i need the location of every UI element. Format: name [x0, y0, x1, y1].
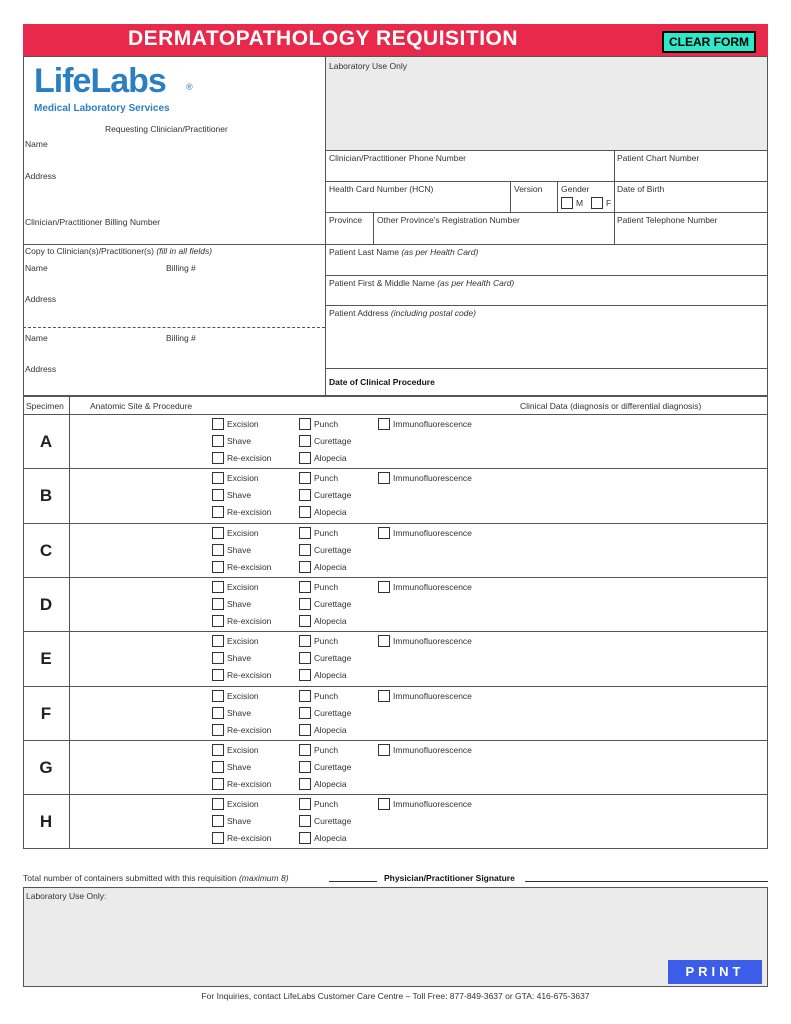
alopecia-checkbox[interactable] — [299, 669, 311, 681]
reexcision-label: Re-excision — [227, 615, 272, 626]
punch-checkbox[interactable] — [299, 527, 311, 539]
shave-checkbox[interactable] — [212, 489, 224, 501]
form-title: DERMATOPATHOLOGY REQUISITION — [127, 27, 519, 50]
punch-checkbox[interactable] — [299, 744, 311, 756]
shave-label: Shave — [227, 816, 252, 827]
immuno-label: Immunofluorescence — [393, 527, 472, 538]
immuno-label: Immunofluorescence — [393, 636, 472, 647]
curettage-checkbox[interactable] — [299, 707, 311, 719]
patient-last-name-label: Patient Last Name (as per Health Card) — [329, 247, 479, 257]
shave-label: Shave — [227, 598, 252, 609]
shave-label: Shave — [227, 707, 252, 718]
punch-label: Punch — [314, 473, 339, 484]
registered-mark-icon: ® — [186, 82, 193, 92]
date-procedure-label: Date of Clinical Procedure — [329, 377, 435, 387]
punch-checkbox[interactable] — [299, 581, 311, 593]
clear-form-button[interactable]: CLEAR FORM — [662, 31, 756, 53]
immuno-label: Immunofluorescence — [393, 581, 472, 592]
chart-number-label: Patient Chart Number — [617, 153, 700, 163]
shave-label: Shave — [227, 490, 252, 501]
immuno-checkbox[interactable] — [378, 418, 390, 430]
lab-use-only-label: Laboratory Use Only: — [26, 891, 107, 901]
col-clinical-header: Clinical Data (diagnosis or differential diagnosis) — [520, 401, 702, 411]
reexcision-checkbox[interactable] — [212, 778, 224, 790]
curettage-label: Curettage — [314, 436, 352, 446]
specimen-letter: C — [39, 540, 53, 560]
punch-label: Punch — [314, 799, 339, 810]
immuno-checkbox[interactable] — [378, 472, 390, 484]
gender-label: Gender — [561, 184, 590, 194]
hcn-label: Health Card Number (HCN) — [329, 184, 434, 194]
curettage-label: Curettage — [314, 598, 352, 609]
punch-checkbox[interactable] — [299, 472, 311, 484]
reexcision-label: Re-excision — [227, 507, 272, 518]
alopecia-checkbox[interactable] — [299, 506, 311, 518]
patient-address-label: Patient Address (including postal code) — [329, 308, 476, 318]
lab-use-only-box — [23, 887, 768, 987]
reexcision-label: Re-excision — [227, 778, 272, 789]
immuno-checkbox[interactable] — [378, 527, 390, 539]
alopecia-label: Alopecia — [314, 453, 347, 463]
shave-checkbox[interactable] — [212, 598, 224, 610]
phone-label: Clinician/Practitioner Phone Number — [329, 153, 467, 163]
shave-label: Shave — [227, 436, 252, 446]
excision-checkbox[interactable] — [212, 635, 224, 647]
curettage-label: Curettage — [314, 490, 352, 501]
excision-checkbox[interactable] — [212, 527, 224, 539]
copy2-billing-label: Billing # — [166, 333, 196, 343]
clinician-name-label: Name — [25, 139, 48, 149]
lifelabs-logo: LifeLabs — [34, 62, 166, 100]
excision-checkbox[interactable] — [212, 798, 224, 810]
alopecia-label: Alopecia — [314, 507, 347, 518]
shave-checkbox[interactable] — [212, 435, 224, 447]
excision-checkbox[interactable] — [212, 690, 224, 702]
copy2-address-label: Address — [25, 364, 57, 374]
excision-label: Excision — [227, 581, 259, 592]
specimen-letter: D — [39, 594, 53, 614]
punch-label: Punch — [314, 419, 339, 429]
clinician-address-label: Address — [25, 171, 57, 181]
alopecia-checkbox[interactable] — [299, 452, 311, 464]
copy2-name-label: Name — [25, 333, 48, 343]
reexcision-label: Re-excision — [227, 724, 272, 735]
immuno-checkbox[interactable] — [378, 581, 390, 593]
shave-checkbox[interactable] — [212, 544, 224, 556]
specimen-letter: E — [40, 649, 52, 669]
province-label: Province — [329, 215, 363, 225]
immuno-label: Immunofluorescence — [393, 473, 472, 484]
excision-checkbox[interactable] — [212, 472, 224, 484]
alopecia-checkbox[interactable] — [299, 561, 311, 573]
excision-checkbox[interactable] — [212, 581, 224, 593]
shave-label: Shave — [227, 544, 252, 555]
billing-number-label: Clinician/Practitioner Billing Number — [25, 217, 161, 227]
gender-m-checkbox[interactable] — [561, 197, 573, 209]
shave-checkbox[interactable] — [212, 707, 224, 719]
curettage-label: Curettage — [314, 816, 352, 827]
curettage-label: Curettage — [314, 707, 352, 718]
alopecia-label: Alopecia — [314, 778, 347, 789]
print-button[interactable]: PRINT — [668, 960, 762, 984]
excision-label: Excision — [227, 527, 259, 538]
curettage-checkbox[interactable] — [299, 761, 311, 773]
excision-label: Excision — [227, 636, 259, 647]
excision-label: Excision — [227, 473, 259, 484]
excision-label: Excision — [227, 799, 259, 810]
shave-label: Shave — [227, 761, 252, 772]
specimen-letter: A — [39, 432, 53, 451]
gender-f-checkbox[interactable] — [591, 197, 603, 209]
alopecia-label: Alopecia — [314, 724, 347, 735]
shave-label: Shave — [227, 653, 252, 664]
shave-checkbox[interactable] — [212, 815, 224, 827]
immuno-label: Immunofluorescence — [393, 419, 472, 429]
reexcision-checkbox[interactable] — [212, 832, 224, 844]
punch-label: Punch — [314, 744, 339, 755]
reexcision-checkbox[interactable] — [212, 506, 224, 518]
curettage-checkbox[interactable] — [299, 598, 311, 610]
copy1-billing-label: Billing # — [166, 263, 196, 273]
reexcision-checkbox[interactable] — [212, 561, 224, 573]
specimen-letter: H — [39, 812, 53, 832]
alopecia-label: Alopecia — [314, 561, 347, 572]
curettage-checkbox[interactable] — [299, 815, 311, 827]
patient-first-name-label: Patient First & Middle Name (as per Health Card) — [329, 278, 515, 288]
alopecia-checkbox[interactable] — [299, 615, 311, 627]
gender-f-label: F — [606, 198, 612, 208]
alopecia-label: Alopecia — [314, 833, 347, 844]
curettage-checkbox[interactable] — [299, 435, 311, 447]
alopecia-checkbox[interactable] — [299, 832, 311, 844]
immuno-checkbox[interactable] — [378, 798, 390, 810]
curettage-label: Curettage — [314, 761, 352, 772]
dob-label: Date of Birth — [617, 184, 665, 194]
specimen-letter: B — [39, 486, 53, 506]
reexcision-checkbox[interactable] — [212, 452, 224, 464]
reexcision-checkbox[interactable] — [212, 615, 224, 627]
col-specimen-header: Specimen — [26, 401, 64, 411]
reexcision-label: Re-excision — [227, 453, 272, 463]
excision-label: Excision — [227, 744, 259, 755]
reexcision-checkbox[interactable] — [212, 669, 224, 681]
other-registration-label: Other Province's Registration Number — [377, 215, 520, 225]
punch-checkbox[interactable] — [299, 690, 311, 702]
copy-divider — [23, 327, 325, 328]
total-containers-field[interactable] — [329, 881, 377, 882]
punch-checkbox[interactable] — [299, 798, 311, 810]
inquiries-text: For Inquiries, contact LifeLabs Customer Care Centre – Toll Free: 877-849-3637 or GTA: 416-675-3637 — [201, 991, 590, 1001]
immuno-checkbox[interactable] — [378, 744, 390, 756]
curettage-checkbox[interactable] — [299, 652, 311, 664]
immuno-label: Immunofluorescence — [393, 744, 472, 755]
punch-label: Punch — [314, 690, 339, 701]
logo-tagline: Medical Laboratory Services — [34, 103, 170, 114]
curettage-label: Curettage — [314, 544, 352, 555]
col-site-header: Anatomic Site & Procedure — [90, 401, 193, 411]
copy1-address-label: Address — [25, 294, 57, 304]
punch-checkbox[interactable] — [299, 418, 311, 430]
punch-label: Punch — [314, 527, 339, 538]
immuno-checkbox[interactable] — [378, 635, 390, 647]
immuno-checkbox[interactable] — [378, 690, 390, 702]
reexcision-label: Re-excision — [227, 833, 272, 844]
specimen-letter: G — [39, 757, 53, 777]
excision-label: Excision — [227, 419, 259, 429]
signature-field[interactable] — [525, 881, 768, 882]
alopecia-checkbox[interactable] — [299, 778, 311, 790]
excision-checkbox[interactable] — [212, 418, 224, 430]
specimen-letter: F — [40, 703, 52, 723]
immuno-label: Immunofluorescence — [393, 799, 472, 810]
reexcision-checkbox[interactable] — [212, 724, 224, 736]
punch-checkbox[interactable] — [299, 635, 311, 647]
alopecia-label: Alopecia — [314, 615, 347, 626]
curettage-checkbox[interactable] — [299, 544, 311, 556]
total-containers-label: Total number of containers submitted with this requisition (maximum 8) — [23, 873, 289, 883]
excision-label: Excision — [227, 690, 259, 701]
gender-m-label: M — [576, 198, 584, 208]
immuno-label: Immunofluorescence — [393, 690, 472, 701]
shave-checkbox[interactable] — [212, 652, 224, 664]
copy-to-label: Copy to Clinician(s)/Practitioner(s) (fill in all fields) — [25, 246, 213, 256]
lab-use-label: Laboratory Use Only — [329, 61, 407, 71]
shave-checkbox[interactable] — [212, 761, 224, 773]
copy1-name-label: Name — [25, 263, 48, 273]
alopecia-label: Alopecia — [314, 670, 347, 681]
punch-label: Punch — [314, 636, 339, 647]
reexcision-label: Re-excision — [227, 670, 272, 681]
requesting-clinician-label: Requesting Clinician/Practitioner — [105, 124, 228, 134]
specimen-table — [23, 396, 768, 849]
excision-checkbox[interactable] — [212, 744, 224, 756]
punch-label: Punch — [314, 581, 339, 592]
alopecia-checkbox[interactable] — [299, 724, 311, 736]
curettage-label: Curettage — [314, 653, 352, 664]
reexcision-label: Re-excision — [227, 561, 272, 572]
patient-phone-label: Patient Telephone Number — [617, 215, 718, 225]
version-label: Version — [514, 184, 543, 194]
curettage-checkbox[interactable] — [299, 489, 311, 501]
signature-label: Physician/Practitioner Signature — [384, 873, 515, 883]
